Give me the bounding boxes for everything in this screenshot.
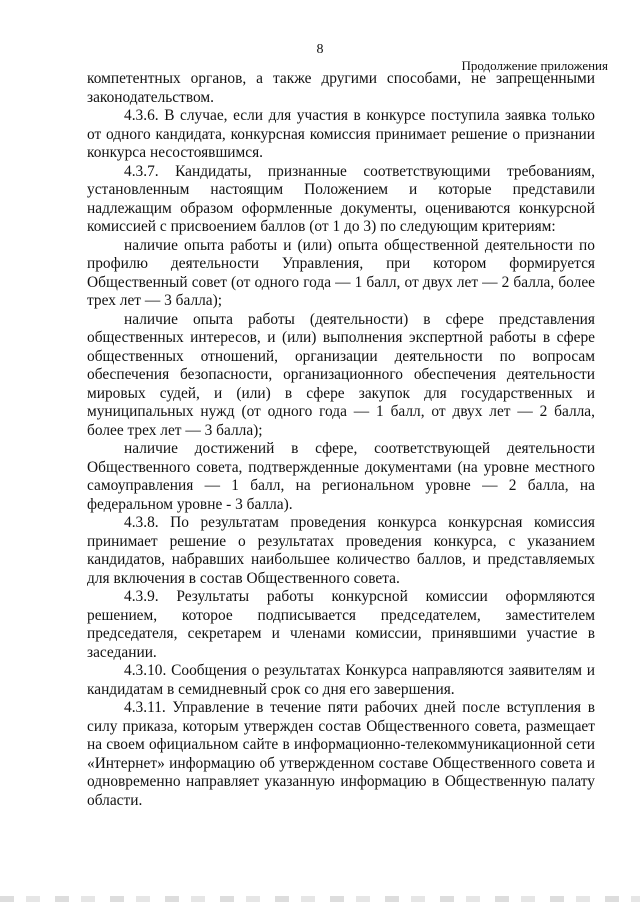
paragraph-4-3-11: 4.3.11. Управление в течение пяти рабочих дней после вступления в силу приказа, которым утвержден состав Общественного совета, размещает на своем официальном сайте в информационно-телекоммуникационной сети «Интернет» информацию об утвержденном составе Общественного совета и одновременно направляет указанную информацию в Общественную палату области. [87,699,595,809]
criterion-public-interest: наличие опыта работы (деятельности) в сфере представления общественных интересов, и (или) выполнения экспертной работы в сфере общественных отношений, организации деятельности по вопросам обеспечения безопасности, организационного обеспечения деятельности мировых судей, и (или) в сфере закупок для государственных и муниципальных нужд (от одного года — 1 балл, от двух лет — 2 балла, более трех лет — 3 балла); [87,310,595,439]
scan-artifact [0,896,640,902]
page-number: 8 [316,42,324,57]
paragraph-4-3-10: 4.3.10. Сообщения о результатах Конкурса направляются заявителям и кандидатам в семидневный срок со дня его завершения. [87,662,595,698]
paragraph-4-3-8: 4.3.8. По результатам проведения конкурса конкурсная комиссия принимает решение о результатах проведения конкурса, с указанием кандидатов, набравших наибольшее количество баллов, и представляемых для включения в состав Общественного совета. [87,514,595,587]
document-body [87,70,595,810]
continuation-note: Продолжение приложения [461,58,608,73]
paragraph-4-3-9: 4.3.9. Результаты работы конкурсной комиссии оформляются решением, которое подписывается председателем, заместителем председателя, секретарем и членами комиссии, принявшими участие в заседании. [87,588,595,661]
criterion-achievements: наличие достижений в сфере, соответствующей деятельности Общественного совета, подтвержденные документами (на уровне местного самоуправления — 1 балл, на региональном уровне — 2 балла, на федеральном уровне - 3 балла). [87,440,595,513]
criterion-experience: наличие опыта работы и (или) опыта общественной деятельности по профилю деятельности Управления, при котором формируется Общественный совет (от одного года — 1 балл, от двух лет — 2 балла, более трех лет — 3 балла); [87,236,595,309]
paragraph-continuation: компетентных органов, а также другими способами, не запрещенными законодательством. [87,70,595,106]
paragraph-4-3-7: 4.3.7. Кандидаты, признанные соответствующими требованиям, установленным настоящим Положением и которые представили надлежащим образом оформленные документы, оцениваются конкурсной комиссией с присвоением баллов (от 1 до 3) по следующим критериям: [87,162,595,235]
paragraph-4-3-6: 4.3.6. В случае, если для участия в конкурсе поступила заявка только от одного кандидата, конкурсная комиссия принимает решение о признании конкурса несостоявшимся. [87,107,595,161]
